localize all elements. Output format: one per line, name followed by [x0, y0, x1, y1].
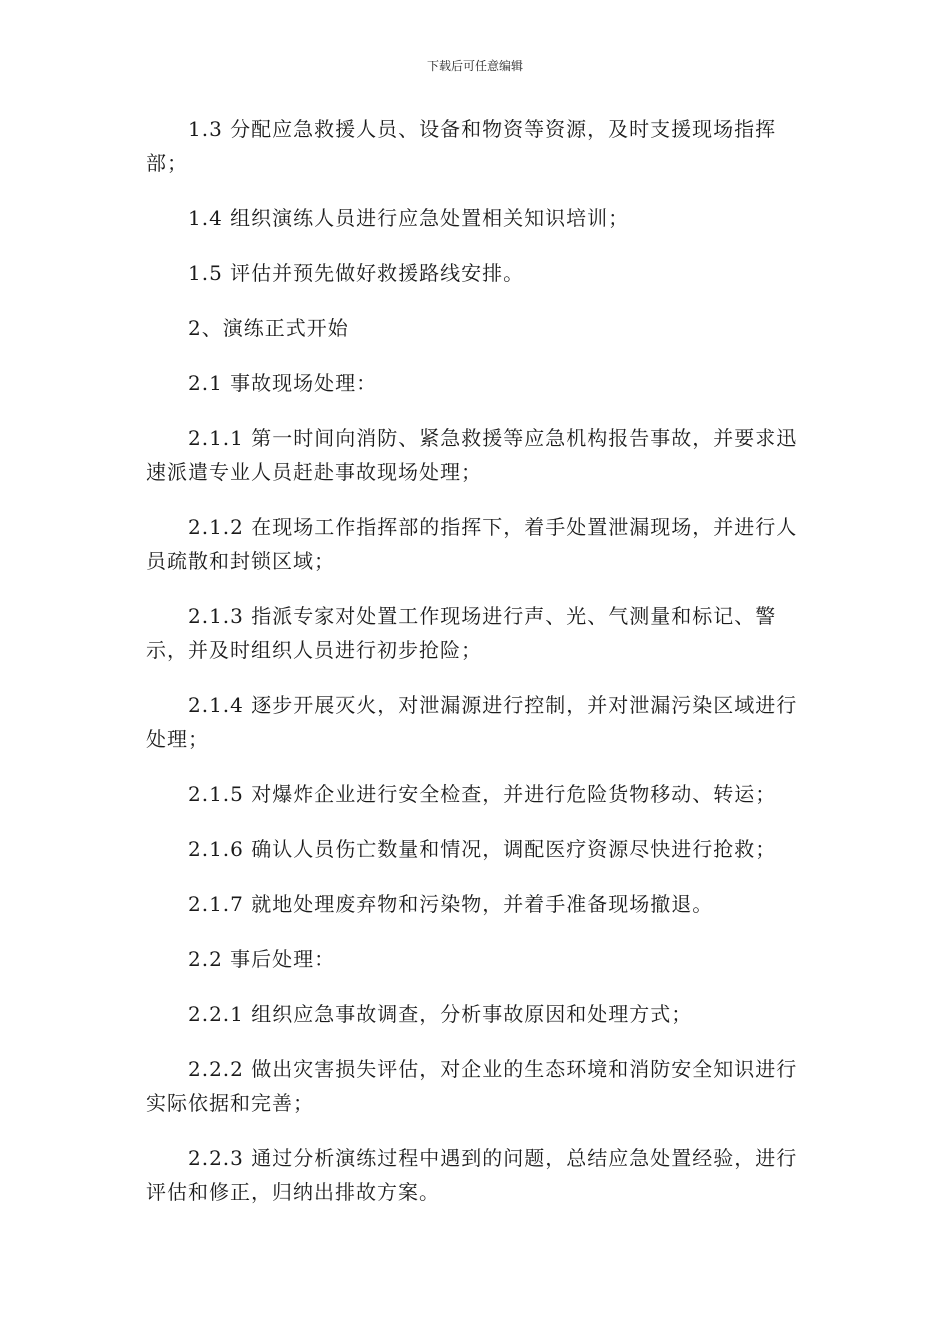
paragraph-2-1-7: 2.1.7 就地处理废弃物和污染物，并着手准备现场撤退。: [188, 892, 714, 916]
document-body: [146, 112, 806, 1230]
paragraph-1-3: 1.3 分配应急救援人员、设备和物资等资源，及时支援现场指挥部；: [146, 117, 777, 175]
paragraph-2-2-1: 2.2.1 组织应急事故调查，分析事故原因和处理方式；: [188, 1002, 693, 1026]
section-heading-2: 2、演练正式开始: [188, 316, 349, 340]
paragraph-2-1-1: 2.1.1 第一时间向消防、紧急救援等应急机构报告事故，并要求迅速派遣专业人员赶赴事故现场处理；: [146, 426, 798, 484]
paragraph-2-1-6: 2.1.6 确认人员伤亡数量和情况，调配医疗资源尽快进行抢救；: [188, 837, 777, 861]
paragraph-2-2-2: 2.2.2 做出灾害损失评估，对企业的生态环境和消防安全知识进行实际依据和完善；: [146, 1057, 798, 1115]
paragraph-1-5: 1.5 评估并预先做好救援路线安排。: [188, 261, 525, 285]
subsection-heading-2-1: 2.1 事故现场处理：: [188, 371, 378, 395]
paragraph-2-2-3: 2.2.3 通过分析演练过程中遇到的问题，总结应急处置经验，进行评估和修正，归纳出排故方案。: [146, 1146, 798, 1204]
paragraph-1-4: 1.4 组织演练人员进行应急处置相关知识培训；: [188, 206, 630, 230]
page-header-note: 下载后可任意编辑: [426, 59, 523, 73]
paragraph-2-1-4: 2.1.4 逐步开展灭火，对泄漏源进行控制，并对泄漏污染区域进行处理；: [146, 693, 798, 751]
paragraph-2-1-5: 2.1.5 对爆炸企业进行安全检查，并进行危险货物移动、转运；: [188, 782, 777, 806]
paragraph-2-1-2: 2.1.2 在现场工作指挥部的指挥下，着手处置泄漏现场，并进行人员疏散和封锁区域；: [146, 515, 798, 573]
subsection-heading-2-2: 2.2 事后处理：: [188, 947, 336, 971]
paragraph-2-1-3: 2.1.3 指派专家对处置工作现场进行声、光、气测量和标记、警示，并及时组织人员进行初步抢险；: [146, 604, 777, 662]
